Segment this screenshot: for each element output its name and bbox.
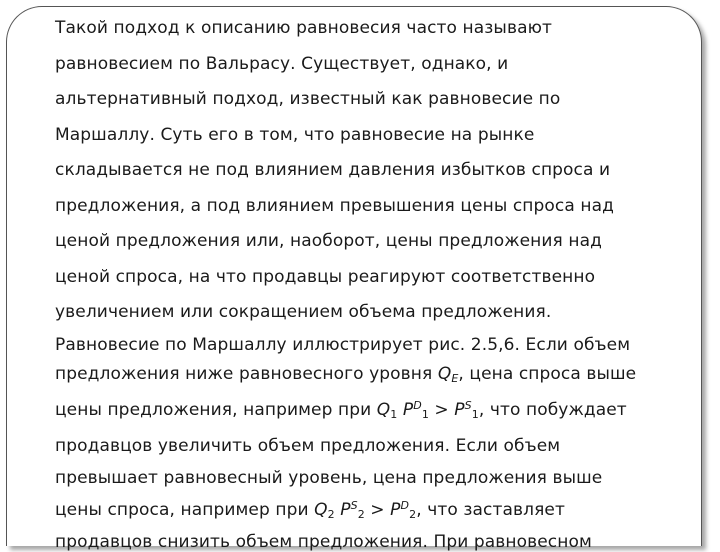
line12-prefix: цены предложения, например при bbox=[55, 400, 377, 420]
op-gt-1: > bbox=[428, 400, 455, 420]
var-q2: Q bbox=[314, 500, 328, 520]
text-line-9: увеличением или сокращением объема предложения. bbox=[55, 302, 552, 322]
line11-prefix: предложения ниже равновесного уровня bbox=[55, 364, 438, 384]
sub-ps1: 1 bbox=[471, 408, 479, 421]
text-line-12 bbox=[55, 400, 627, 420]
op-gt-2: > bbox=[364, 500, 391, 520]
sup-ps2: S bbox=[350, 499, 358, 512]
text-line-10: Равновесие по Маршаллу иллюстрирует рис. 2.5,6. Если объем bbox=[55, 335, 631, 355]
text-line-11 bbox=[55, 364, 636, 384]
sub-pd2: 2 bbox=[409, 508, 417, 521]
sub-e: E bbox=[451, 372, 459, 385]
text-line-15 bbox=[55, 500, 565, 520]
sup-pd2: D bbox=[400, 499, 410, 512]
text-line-3: альтернативный подход, известный как равновесие по bbox=[55, 89, 561, 109]
var-pd1: P bbox=[402, 400, 414, 420]
text-line-1: Такой подход к описанию равновесия часто называют bbox=[55, 18, 552, 38]
text-line-8: ценой спроса, на что продавцы реагируют соответственно bbox=[55, 266, 596, 287]
var-ps2: P bbox=[340, 500, 351, 520]
text-line-16: продавцов снизить объем предложения. При равновесном bbox=[55, 532, 592, 552]
sub-q2: 2 bbox=[327, 508, 335, 521]
line11-suffix: , цена спроса выше bbox=[458, 364, 637, 384]
line15-prefix: цены спроса, например при bbox=[55, 500, 315, 520]
sub-pd1: 1 bbox=[421, 408, 429, 421]
var-q: Q bbox=[437, 364, 452, 384]
var-pd2: P bbox=[390, 500, 401, 520]
sup-pd1: D bbox=[413, 399, 422, 412]
text-line-5: складывается не под влиянием давления избытков спроса и bbox=[55, 160, 611, 180]
text-line-7: ценой предложения или, наоборот, цены предложения над bbox=[55, 231, 602, 251]
text-line-14: превышает равновесный уровень, цена предложения выше bbox=[55, 468, 603, 488]
text-line-13: продавцов увеличить объем предложения. Если объем bbox=[55, 436, 561, 456]
text-line-4: Маршаллу. Суть его в том, что равновесие на рынке bbox=[55, 124, 535, 145]
line15-suffix: , что заставляет bbox=[416, 500, 565, 520]
sub-ps2: 2 bbox=[357, 508, 365, 521]
text-line-6: предложения, а под влиянием превышения цены спроса над bbox=[55, 195, 614, 216]
var-q1: Q bbox=[376, 400, 391, 420]
sub-q1: 1 bbox=[390, 408, 398, 421]
text-line-2: равновесием по Вальрасу. Существует, однако, и bbox=[55, 53, 509, 74]
line12-suffix: , что побуждает bbox=[478, 400, 627, 420]
var-ps1: P bbox=[454, 400, 465, 420]
sup-ps1: S bbox=[464, 399, 472, 412]
